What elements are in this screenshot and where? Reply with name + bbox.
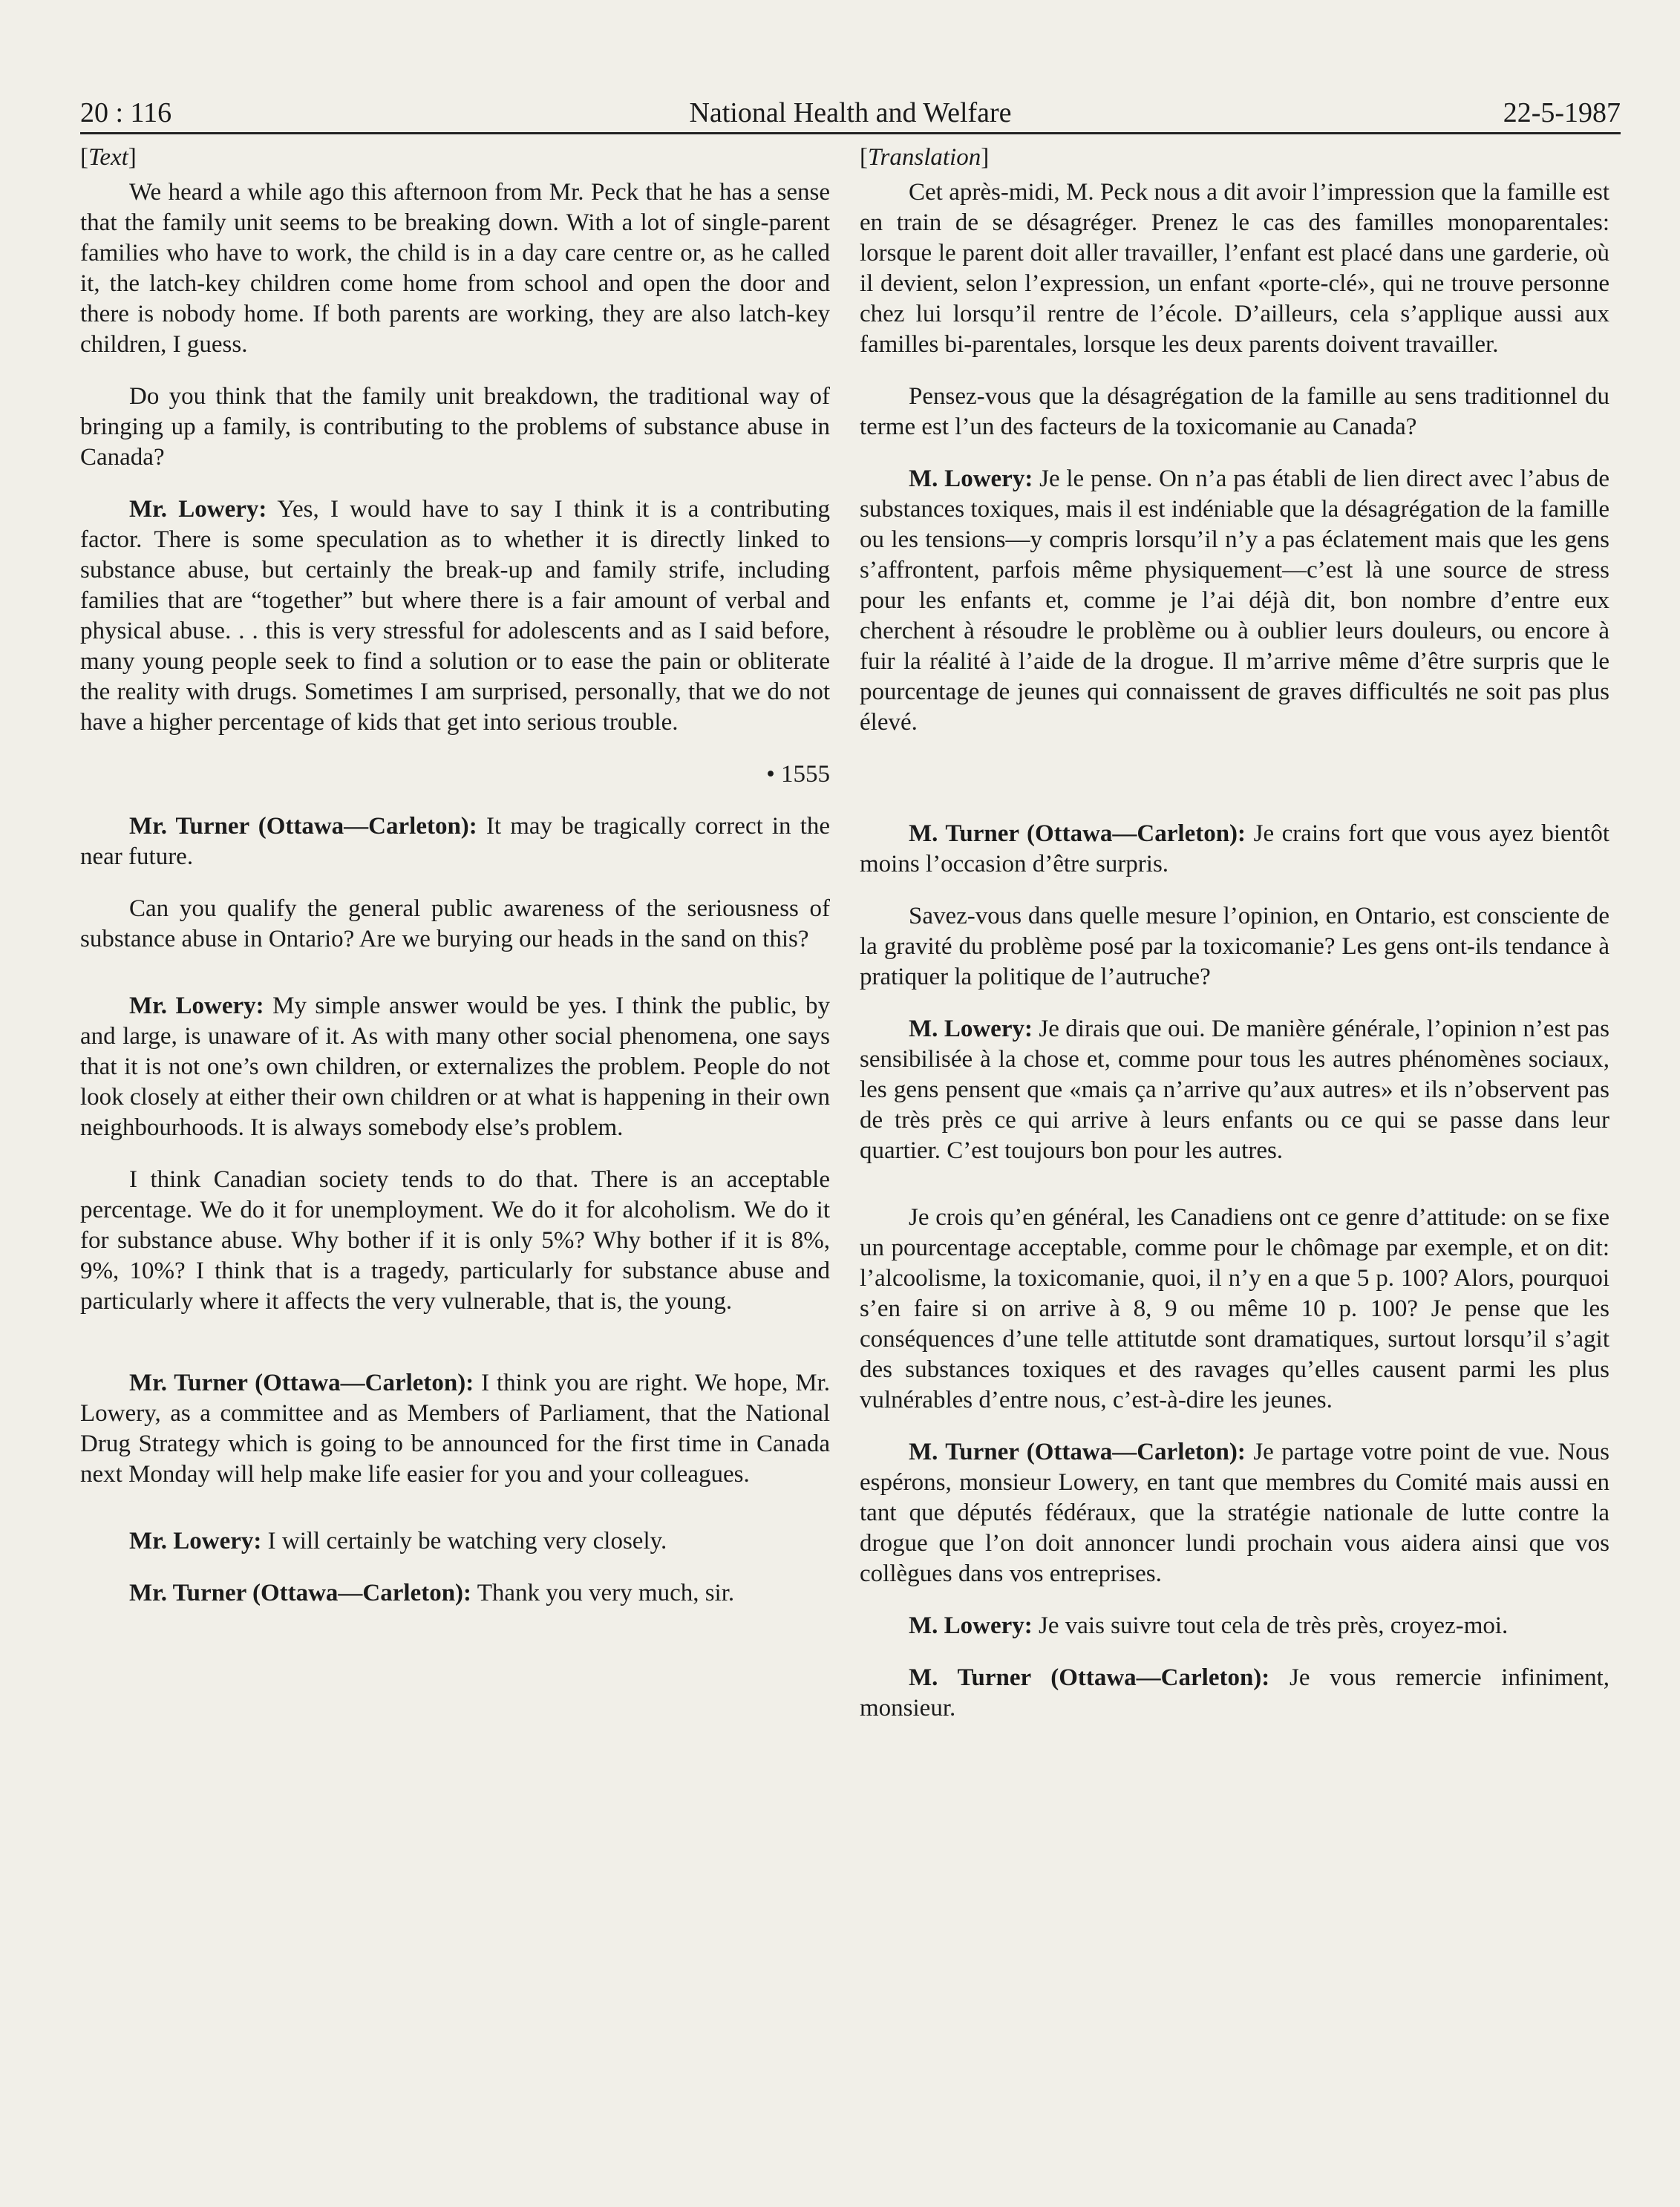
speaker-name: Mr. Turner (Ottawa—Carleton): xyxy=(129,1580,472,1606)
text-label: [ Text ] xyxy=(80,143,830,173)
speaker-name: M. Turner (Ottawa—Carleton): xyxy=(909,1439,1246,1465)
speaker-name: M. Turner (Ottawa—Carleton): xyxy=(909,1664,1270,1691)
page-number: 20 : 116 xyxy=(80,97,172,128)
speaker-name: Mr. Lowery: xyxy=(129,496,267,523)
paragraph: Mr. Turner (Ottawa—Carleton): I think you are right. We hope, Mr. Lowery, as a committee and as Members of Parliament, that the National Drug Strategy which is going to be announced for the first time in Canada next Monday will help make life easier for you and your colleagues. xyxy=(80,1370,830,1488)
paragraph: Savez-vous dans quelle mesure l’opinion, en Ontario, est consciente de la gravité du problème posé par la toxicomanie? Les gens ont-ils tendance à pratiquer la politique de l’autruche? xyxy=(860,903,1609,990)
paragraph: Mr. Lowery: My simple answer would be yes. I think the public, by and large, is unaware of it. As with many other social phenomena, one says that it is not one’s own children, or externalizes the problem. People do not look closely at either their own children or at what is happening in their own neighbourhoods. It is always somebody else’s problem. xyxy=(80,993,830,1141)
paragraph: M. Turner (Ottawa—Carleton): Je partage votre point de vue. Nous espérons, monsieur Lowery, en tant que membres du Comité mais aussi en tant que députés fédéraux, que la stratégie nationale de lutte contre la drogue que l’on doit annoncer lundi prochain vous aidera ainsi que vos collègues dans vos entreprises. xyxy=(860,1439,1610,1587)
paragraph: M. Lowery: Je le pense. On n’a pas établi de lien direct avec l’abus de substances toxiques, mais il est indéniable que la désagrégation de la famille ou les tensions—y compris lorsqu’il n’y a pas éclatement mais que les gens s’affrontent, parfois même physiquement—c’est là une source de stress pour les enfants et, comme je l’ai déjà dit, bon nombre d’entre eux cherchent à résoudre le problème ou à oublier leurs douleurs, ou encore à fuir la réalité à l’aide de la drogue. Il m’arrive même d’être surpris que le pourcentage de jeunes qui connaissent de graves difficultés ne soit pas plus élevé. xyxy=(860,465,1609,736)
translation-label: [ Translation ] xyxy=(860,143,1609,173)
paragraph: M. Turner (Ottawa—Carleton): Je vous remercie infiniment, monsieur. xyxy=(860,1664,1610,1722)
speaker-name: Mr. Turner (Ottawa—Carleton): xyxy=(129,1370,474,1396)
speaker-name: M. Lowery: xyxy=(909,1612,1033,1639)
paragraph: Cet après-midi, M. Peck nous a dit avoir l’impression que la famille est en train de se désagréger. Prenez le cas des familles monoparentales: lorsque le parent doit aller travailler, l’enfant est placé dans une garderie, où il devient, selon l’expression, un enfant «porte-clé», qui ne trouve personne chez lui lorsqu’il rentre de l’école. D’ailleurs, cela s’applique aussi aux familles bi-parentales, lorsque les deux parents doivent travailler. xyxy=(860,179,1609,358)
paragraph: Can you qualify the general public awareness of the seriousness of substance abuse in Ontario? Are we burying our heads in the sand on this? xyxy=(80,895,830,952)
speaker-name: Mr. Lowery: xyxy=(129,1528,262,1554)
paragraph: I think Canadian society tends to do that. There is an acceptable percentage. We do it for unemployment. We do it for alcoholism. We do it for substance abuse. Why bother if it is only 5%? Why bother if it is 8%, 9%, 10%? I think that is a tragedy, particularly for substance abuse and particularly where it affects the very vulnerable, that is, the young. xyxy=(80,1166,830,1315)
paragraph: M. Lowery: Je dirais que oui. De manière générale, l’opinion n’est pas sensibilisée à la chose et, comme pour tous les autres phénomènes sociaux, les gens pensent que «mais ça n’arrive qu’aux autres» et ils n’observent pas de très près ce qui arrive à leurs enfants ou ce qui se passe dans leur quartier. C’est toujours bon pour les autres. xyxy=(860,1016,1609,1164)
paragraph: Mr. Turner (Ottawa—Carleton): It may be tragically correct in the near future. xyxy=(80,813,831,870)
timestamp: • 1555 xyxy=(766,761,830,788)
paragraph: Mr. Lowery: Yes, I would have to say I think it is a contributing factor. There is some speculation as to whether it is directly linked to substance abuse, but certainly the break-up and family strife, including families that are “together” but where there is a fair amount of verbal and physical abuse. . . this is very stressful for adolescents and as I said before, many young people seek to find a solution or to ease the pain or obliterate the reality with drugs. Sometimes I am surprised, personally, that we do not have a higher percentage of kids that get into serious trouble. xyxy=(80,496,830,736)
page-date: 22-5-1987 xyxy=(1503,97,1621,128)
paragraph: Je crois qu’en général, les Canadiens ont ce genre d’attitude: on se fixe un pourcentage acceptable, comme pour le chômage par exemple, et on dit: l’alcoolisme, la toxicomanie, quoi, il n’y en a que 5 p. 100? Alors, pourquoi s’en faire si on arrive à 8, 9 ou même 10 p. 100? Je pense que les conséquences d’une telle attitutde sont dramatiques, surtout lorsqu’il s’agit des substances toxiques et des ravages qu’elles causent parmi les plus vulnérables d’entre nous, c’est-à-dire les jeunes. xyxy=(860,1204,1609,1413)
french-column xyxy=(860,143,1609,1745)
speaker-name: M. Lowery: xyxy=(909,1016,1033,1042)
paragraph: Mr. Turner (Ottawa—Carleton): Thank you very much, sir. xyxy=(129,1580,735,1606)
speaker-name: Mr. Lowery: xyxy=(129,993,264,1019)
paragraph: M. Turner (Ottawa—Carleton): Je crains fort que vous ayez bientôt moins l’occasion d’être surpris. xyxy=(860,820,1609,877)
paragraph: Do you think that the family unit breakdown, the traditional way of bringing up a family, is contributing to the problems of substance abuse in Canada? xyxy=(80,383,830,471)
page-header xyxy=(80,80,1621,134)
paragraph: M. Lowery: Je vais suivre tout cela de très près, croyez-moi. xyxy=(909,1612,1509,1639)
speaker-name: M. Turner (Ottawa—Carleton): xyxy=(909,820,1246,847)
english-column xyxy=(80,143,830,1630)
paragraph: We heard a while ago this afternoon from Mr. Peck that he has a sense that the family unit seems to be breaking down. With a lot of single-parent families who have to work, the child is in a day care centre or, as he called it, the latch-key children come home from school and open the door and there is nobody home. If both parents are working, they are also latch-key children, I guess. xyxy=(80,179,830,358)
running-title: National Health and Welfare xyxy=(689,97,1012,128)
paragraph: Pensez-vous que la désagrégation de la famille au sens traditionnel du terme est l’un des facteurs de la toxicomanie au Canada? xyxy=(860,383,1609,440)
paragraph: Mr. Lowery: I will certainly be watching very closely. xyxy=(129,1528,667,1554)
speaker-name: Mr. Turner (Ottawa—Carleton): xyxy=(129,813,477,840)
speaker-name: M. Lowery: xyxy=(909,465,1033,492)
